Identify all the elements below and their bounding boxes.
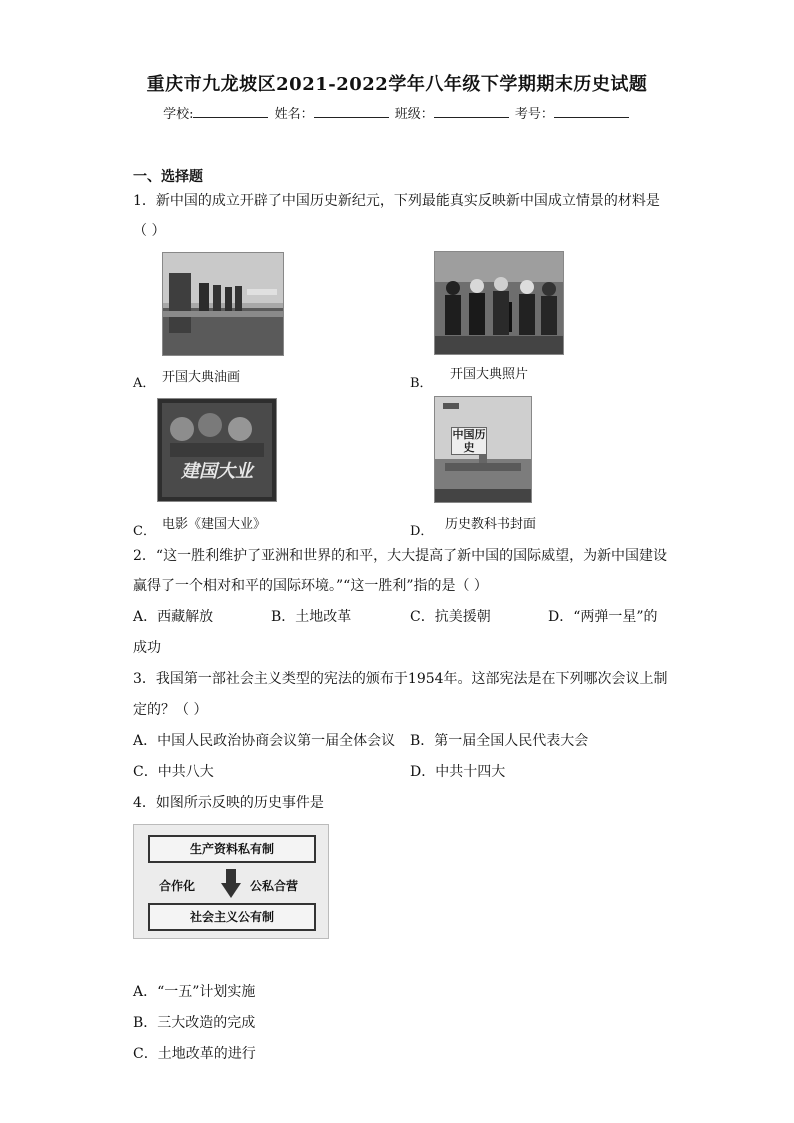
exam-number-label: 考号： (514, 107, 554, 122)
q3-stem-line2: 定的？（ ） (133, 702, 208, 718)
q4-stem: 4．如图所示反映的历史事件是 (133, 795, 324, 811)
name-label: 姓名： (274, 107, 314, 122)
q1-option-b-letter: B． (410, 376, 433, 391)
q4-figure-bottom-box: 社会主义公有制 (148, 903, 316, 931)
q3-option-b: B．第一届全国人民代表大会 (410, 733, 589, 749)
q4-option-a: A．“一五”计划实施 (133, 984, 256, 1000)
q4-figure (133, 824, 329, 939)
textbook-cover-title: 中国历史 (452, 428, 486, 454)
q4-option-c: C．土地改革的进行 (133, 1046, 256, 1062)
q2-option-d-wrap: 成功 (133, 640, 161, 656)
student-info-line (0, 103, 794, 122)
film-poster-title: 建国大业 (181, 461, 253, 482)
exam-number-blank (554, 105, 629, 118)
film-poster-icon (158, 399, 276, 501)
down-arrow-icon (221, 869, 241, 899)
q4-figure-left-label: 合作化 (159, 879, 196, 893)
q2-stem-line1: 2．“这一胜利维护了亚洲和世界的和平，大大提高了新中国的国际威望，为新中国建设 (133, 548, 668, 564)
q2-option-c: C．抗美援朝 (410, 609, 491, 625)
q2-stem-line2: 赢得了一个相对和平的国际环境。”“这一胜利”指的是（ ） (133, 578, 488, 594)
q1-option-c-letter: C． (133, 524, 156, 539)
name-blank (314, 105, 389, 118)
q4-figure-right-label: 公私合营 (250, 879, 299, 893)
school-label: 学校: (163, 107, 194, 122)
q3-option-d: D．中共十四大 (410, 764, 506, 780)
ceremony-photo-icon (435, 252, 563, 354)
q1-option-a-image (162, 252, 284, 356)
q1-option-b-caption: 开国大典照片 (450, 367, 529, 382)
q1-option-a-letter: A． (133, 376, 156, 391)
q1-option-b-image (434, 251, 564, 355)
q4-figure-top-box: 生产资料私有制 (148, 835, 316, 863)
exam-title: 重庆市九龙坡区2021-2022学年八年级下学期期末历史试题 (146, 74, 648, 95)
q3-stem-line1: 3．我国第一部社会主义类型的宪法的颁布于1954年。这部宪法是在下列哪次会议上制 (133, 671, 668, 687)
q1-option-a-caption: 开国大典油画 (162, 370, 241, 385)
school-blank (193, 105, 268, 118)
q3-option-a: A．中国人民政治协商会议第一届全体会议 (133, 733, 396, 749)
q1-stem-line2: （ ） (133, 223, 166, 239)
q1-option-d-letter: D． (410, 524, 434, 539)
oil-painting-icon (163, 253, 283, 355)
q1-option-d-caption: 历史教科书封面 (445, 517, 537, 532)
q1-stem-line1: 1．新中国的成立开辟了中国历史新纪元，下列最能真实反映新中国成立情景的材料是 (133, 193, 660, 209)
q4-option-b: B．三大改造的完成 (133, 1015, 256, 1031)
section-heading: 一、选择题 (133, 169, 203, 185)
q1-option-c-caption: 电影《建国大业》 (162, 517, 267, 532)
q1-option-d-image (434, 396, 532, 503)
q2-option-b: B．土地改革 (271, 609, 352, 625)
class-label: 班级： (394, 107, 434, 122)
q3-option-c: C．中共八大 (133, 764, 214, 780)
q2-option-a: A．西藏解放 (133, 609, 214, 625)
q1-option-c-image (157, 398, 277, 502)
class-blank (434, 105, 509, 118)
q2-option-d: D．“两弹一星”的 (548, 609, 658, 625)
